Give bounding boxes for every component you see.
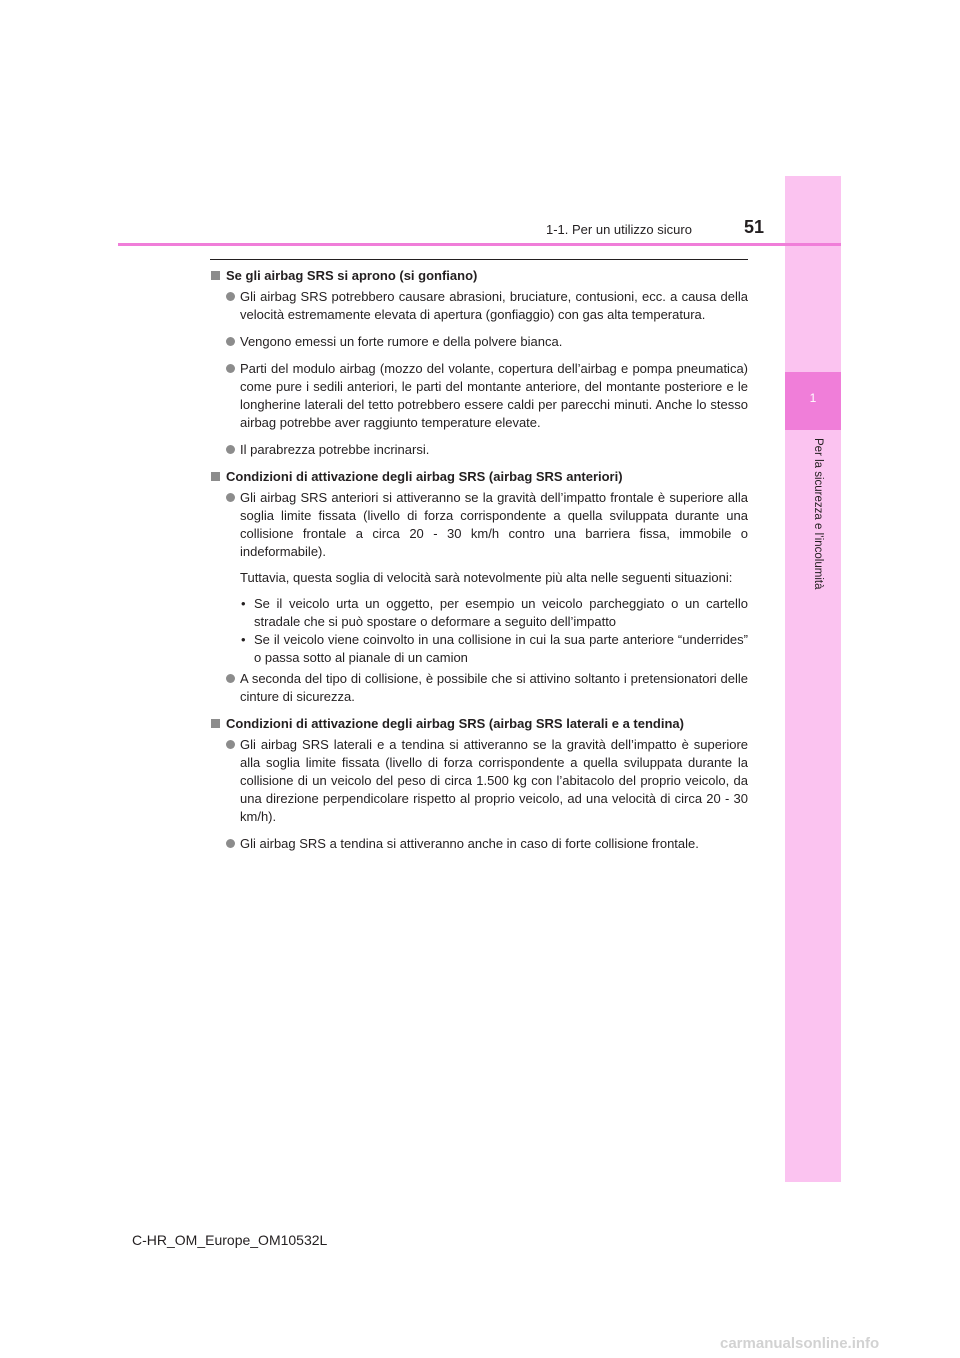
sub-bullet: • Se il veicolo urta un oggetto, per esempio un veicolo parcheggiato o un cartello stradale che si può spostare o deformare a seguito dell’impatto <box>241 596 748 629</box>
section-heading: Se gli airbag SRS si aprono (si gonfiano) <box>210 267 748 285</box>
chapter-number: 1 <box>809 391 817 405</box>
chapter-title: Per la sicurezza e l’incolumità <box>812 438 824 590</box>
dot-marker-icon <box>226 839 235 848</box>
list-item: Parti del modulo airbag (mozzo del volante, copertura dell’airbag e pompa pneumatica) come pure i sedili anteriori, le parti del montante anteriore, del montante posteriore e le longherine laterali del tetto potrebbero essere caldi per parecchi minuti. Anche lo stesso airbag potrebbe aver raggiunto temperature elevate. <box>210 360 748 432</box>
square-marker-icon <box>211 719 220 728</box>
list-item: Gli airbag SRS laterali e a tendina si attiveranno se la gravità dell’impatto è superiore alla soglia limite fissata (livello di forza corrispondente a quella sviluppata durante la collisione di un veicolo del peso di circa 1.500 kg con l’abitacolo del proprio veicolo, da una direzione perpendicolare rispetto al proprio veicolo, ad una velocità di circa 20 - 30 km/h). <box>210 736 748 826</box>
dot-marker-icon <box>226 445 235 454</box>
list-item: A seconda del tipo di collisione, è possibile che si attivino soltanto i pretensionatori delle cinture di sicurezza. <box>210 670 748 706</box>
section-title: 1-1. Per un utilizzo sicuro <box>546 222 692 237</box>
dot-marker-icon <box>226 493 235 502</box>
dot-marker-icon <box>226 674 235 683</box>
dot-marker-icon <box>226 337 235 346</box>
sub-bullet: • Se il veicolo viene coinvolto in una collisione in cui la sua parte anteriore “underrides” o passa sotto al pianale di un camion <box>241 632 748 665</box>
list-item: Gli airbag SRS potrebbero causare abrasioni, bruciature, contusioni, ecc. a causa della velocità estremamente elevata di apertura (gonfiaggio) con gas alta temperatura. <box>210 288 748 324</box>
square-marker-icon <box>211 271 220 280</box>
section-heading: Condizioni di attivazione degli airbag SRS (airbag SRS laterali e a tendina) <box>210 715 748 733</box>
page-number: 51 <box>744 217 765 237</box>
list-item: Gli airbag SRS a tendina si attiveranno anche in caso di forte collisione frontale. <box>210 835 748 853</box>
list-item: Il parabrezza potrebbe incrinarsi. <box>210 441 748 459</box>
square-marker-icon <box>211 472 220 481</box>
page-content <box>210 267 748 853</box>
list-item: Vengono emessi un forte rumore e della polvere bianca. <box>210 333 748 351</box>
watermark: carmanualsonline.info <box>720 1335 880 1352</box>
dot-marker-icon <box>226 292 235 301</box>
section-heading: Condizioni di attivazione degli airbag SRS (airbag SRS anteriori) <box>210 468 748 486</box>
bullet-icon: • <box>241 596 246 611</box>
list-item: Gli airbag SRS anteriori si attiveranno se la gravità dell’impatto frontale è superiore alla soglia limite fissata (livello di forza corrispondente a quella sviluppata durante una collisione frontale a circa 20 - 30 km/h contro una barriera fissa, immobile o indeformabile). <box>210 489 748 561</box>
dot-marker-icon <box>226 740 235 749</box>
document-code: C-HR_OM_Europe_OM10532L <box>132 1232 328 1248</box>
bullet-icon: • <box>241 632 246 647</box>
list-item-continuation: Tuttavia, questa soglia di velocità sarà notevolmente più alta nelle seguenti situazioni: <box>240 570 733 585</box>
chapter-sidebar <box>785 176 841 1182</box>
dot-marker-icon <box>226 364 235 373</box>
content-rule <box>210 259 748 260</box>
header-divider <box>118 243 841 246</box>
